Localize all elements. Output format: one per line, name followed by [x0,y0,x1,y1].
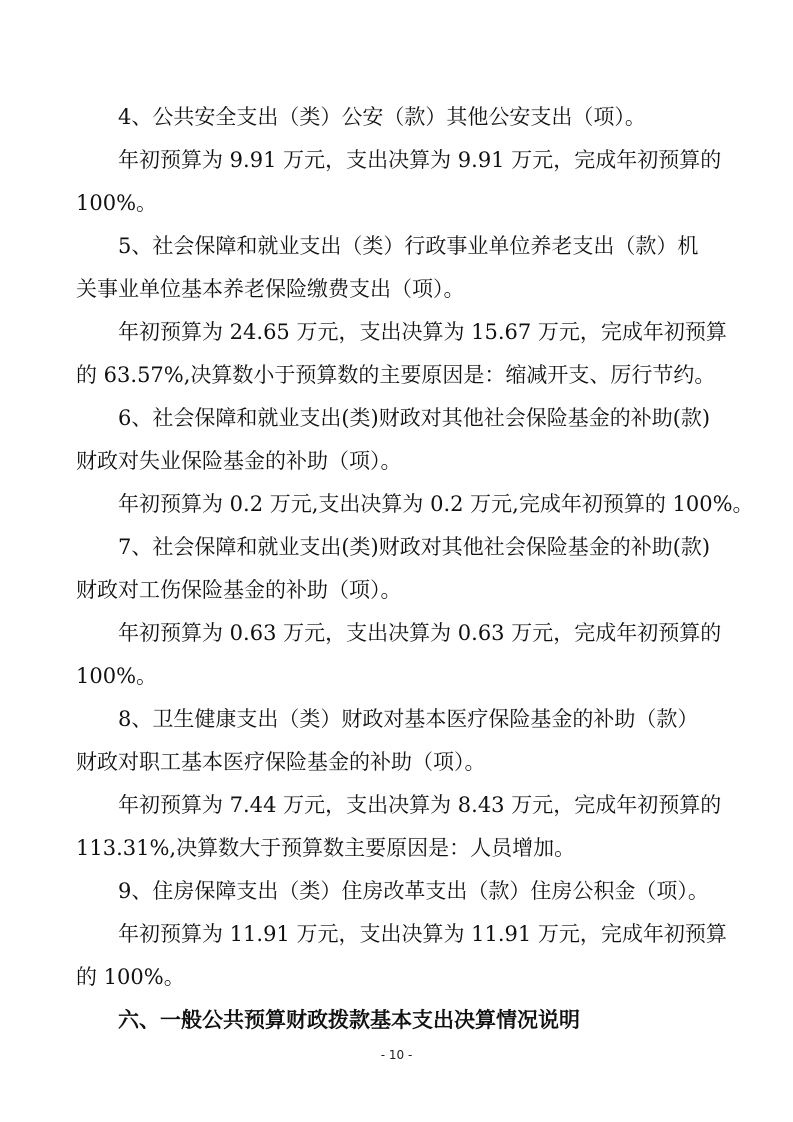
text-line: 年初预算为 0.2 万元,支出决算为 0.2 万元,完成年初预算的 100%。 [118,492,754,516]
text-line: 财政对职工基本医疗保险基金的补助（项）。 [76,750,486,774]
text-line: 7、社会保障和就业支出(类)财政对其他社会保险基金的补助(款) [118,535,711,559]
text-line: 年初预算为 11.91 万元，支出决算为 11.91 万元，完成年初预算 [118,922,727,946]
text-line: 关事业单位基本养老保险缴费支出（项）。 [76,277,465,301]
text-line: 年初预算为 7.44 万元，支出决算为 8.43 万元，完成年初预算的 [118,793,722,817]
text-line: 的 63.57%,决算数小于预算数的主要原因是：缩减开支、厉行节约。 [76,363,716,387]
text-line: 100%。 [76,664,158,688]
text-line: 年初预算为 0.63 万元，支出决算为 0.63 万元，完成年初预算的 [118,621,722,645]
text-line: 4、公共安全支出（类）公安（款）其他公安支出（项）。 [118,105,646,129]
text-line: 9、住房保障支出（类）住房改革支出（款）住房公积金（项）。 [118,879,709,903]
text-line: 的 100%。 [76,965,185,989]
text-line: 113.31%,决算数大于预算数主要原因是：人员增加。 [76,836,576,860]
text-line: 年初预算为 9.91 万元，支出决算为 9.91 万元，完成年初预算的 [118,148,722,172]
text-line: 100%。 [76,191,158,215]
section-heading: 六、一般公共预算财政拨款基本支出决算情况说明 [118,1008,580,1032]
text-line: 6、社会保障和就业支出(类)财政对其他社会保险基金的补助(款) [118,406,711,430]
text-line: 财政对工伤保险基金的补助（项）。 [76,578,402,602]
text-line: 8、卫生健康支出（类）财政对基本医疗保险基金的补助（款） [118,707,699,731]
page-number: - 10 - [380,1048,413,1062]
text-line: 年初预算为 24.65 万元，支出决算为 15.67 万元，完成年初预算 [118,320,727,344]
text-line: 5、社会保障和就业支出（类）行政事业单位养老支出（款）机 [118,234,699,258]
text-line: 财政对失业保险基金的补助（项）。 [76,449,402,473]
